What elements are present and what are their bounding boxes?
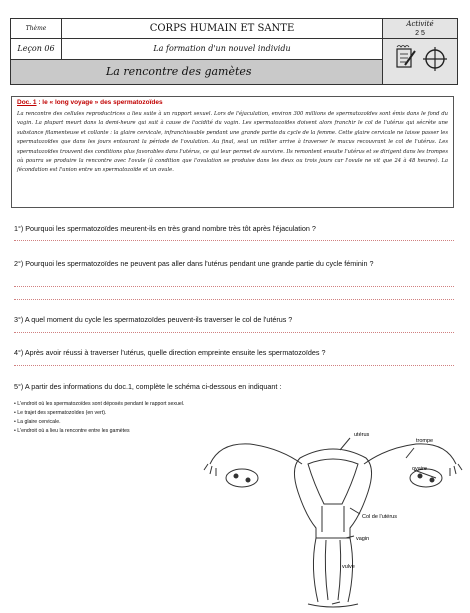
answer-line[interactable]	[14, 332, 454, 333]
crosshair-circle-icon	[423, 47, 447, 71]
vagina-outline	[313, 538, 352, 602]
vulva	[308, 604, 358, 607]
label-col: Col de l'utérus	[362, 514, 397, 520]
doc1-box	[11, 96, 454, 208]
lesson-label: Leçon 06	[11, 39, 62, 60]
right-tube	[364, 444, 456, 464]
question-1: 1°) Pourquoi les spermatozoïdes meurent-ils en très grand nombre très tôt après l'éjaculation ?	[14, 224, 316, 233]
question-5: 5°) A partir des informations du doc.1, complète le schéma ci-dessous en indiquant :	[14, 382, 282, 391]
header-icons	[383, 39, 457, 81]
answer-line[interactable]	[14, 365, 454, 366]
activity-number: 2 5	[415, 29, 425, 37]
reproductive-diagram	[200, 418, 470, 608]
theme-label: Thème	[11, 19, 62, 39]
answer-line[interactable]	[14, 240, 454, 241]
icons-cell	[383, 39, 458, 85]
label-vulve: vulve	[342, 564, 355, 570]
theme-title: CORPS HUMAIN ET SANTE	[62, 19, 383, 39]
notepad-pencil-icon	[397, 46, 415, 68]
question-4: 4°) Après avoir réussi à traverser l'utérus, quelle direction empreinte ensuite les spermatozoïdes ?	[14, 348, 326, 357]
label-ovaire: ovaire	[412, 466, 427, 472]
label-uterus: utérus	[354, 432, 370, 438]
question-3: 3°) A quel moment du cycle les spermatozoïdes peuvent-ils traverser le col de l'utérus ?	[14, 315, 293, 324]
uterus-outline	[294, 449, 371, 538]
question-2: 2°) Pourquoi les spermatozoïdes ne peuvent pas aller dans l'utérus pendant une grande partie du cycle féminin ?	[14, 259, 374, 268]
list-item: • L'endroit où les spermatozoïdes sont déposés pendant le rapport sexuel.	[14, 400, 184, 409]
activity-label: Activité	[406, 19, 434, 28]
left-fimbriae	[204, 464, 216, 476]
lesson-title: La formation d'un nouvel individu	[62, 39, 383, 60]
pointer-col	[350, 508, 360, 514]
doc1-title	[17, 99, 448, 106]
uterine-cavity	[308, 459, 358, 504]
cervix	[322, 506, 344, 532]
doc1-heading: : le « long voyage » des spermatozoïdes	[38, 99, 163, 106]
answer-line[interactable]	[14, 286, 454, 287]
right-fimbriae	[450, 464, 462, 476]
instruction-list	[14, 400, 184, 436]
pointer-vulve	[332, 602, 340, 604]
pointer-trompe	[406, 448, 414, 458]
pointer-uterus	[340, 438, 350, 450]
doc1-text: La rencontre des cellules reproductrices a lieu suite à un rapport sexuel. Lors de l'éjaculation, environ 300 millions de spermatozoïdes sont émis dans le fond du vagin. La plupart meurt dans la demi-heure qui suit à cause de l'acidité du vagin. Les spermatozoïdes doivent alors franchir le col de l'utérus qui sécrète une substance filamenteuse et collante : la glaire cervicale, infranchissable pendant une grande partie du cycle de la femme. Cette glaire cervicale ne laisse passer les spermatozoïdes que dans les jours entourant la période de l'ovulation. Au final, seul un millier arrive à traverser le mucus recouvrant le col de l'utérus. Les spermatozoïdes trouvent des conditions plus favorables dans l'utérus, ce qui leur permet de survivre. Ils remontent ensuite l'utérus et se dirigent dans les trompes où pourra se produire la rencontre avec l'ovule (à condition que l'ovulation se produise dans les deux ou trois jours car l'ovule ne vit que 24 à 48 heures). La fécondation est l'union entre un spermatozoïde et un ovule.	[17, 111, 448, 174]
list-item: • La glaire cervicale.	[14, 418, 184, 427]
activity-cell	[383, 19, 458, 39]
banner-title: La rencontre des gamètes	[11, 59, 383, 84]
list-item: • Le trajet des spermatozoïdes (en vert).	[14, 409, 184, 418]
answer-line[interactable]	[14, 299, 454, 300]
vagina-inner	[325, 540, 340, 600]
label-vagin: vagin	[356, 536, 370, 542]
label-trompe: trompe	[416, 438, 434, 444]
list-item: • L'endroit où a lieu la rencontre entre les gamètes	[14, 427, 184, 436]
left-ovary	[226, 469, 258, 487]
left-tube	[210, 444, 302, 464]
doc1-number: Doc. 1	[17, 99, 37, 106]
header-table	[10, 18, 458, 85]
